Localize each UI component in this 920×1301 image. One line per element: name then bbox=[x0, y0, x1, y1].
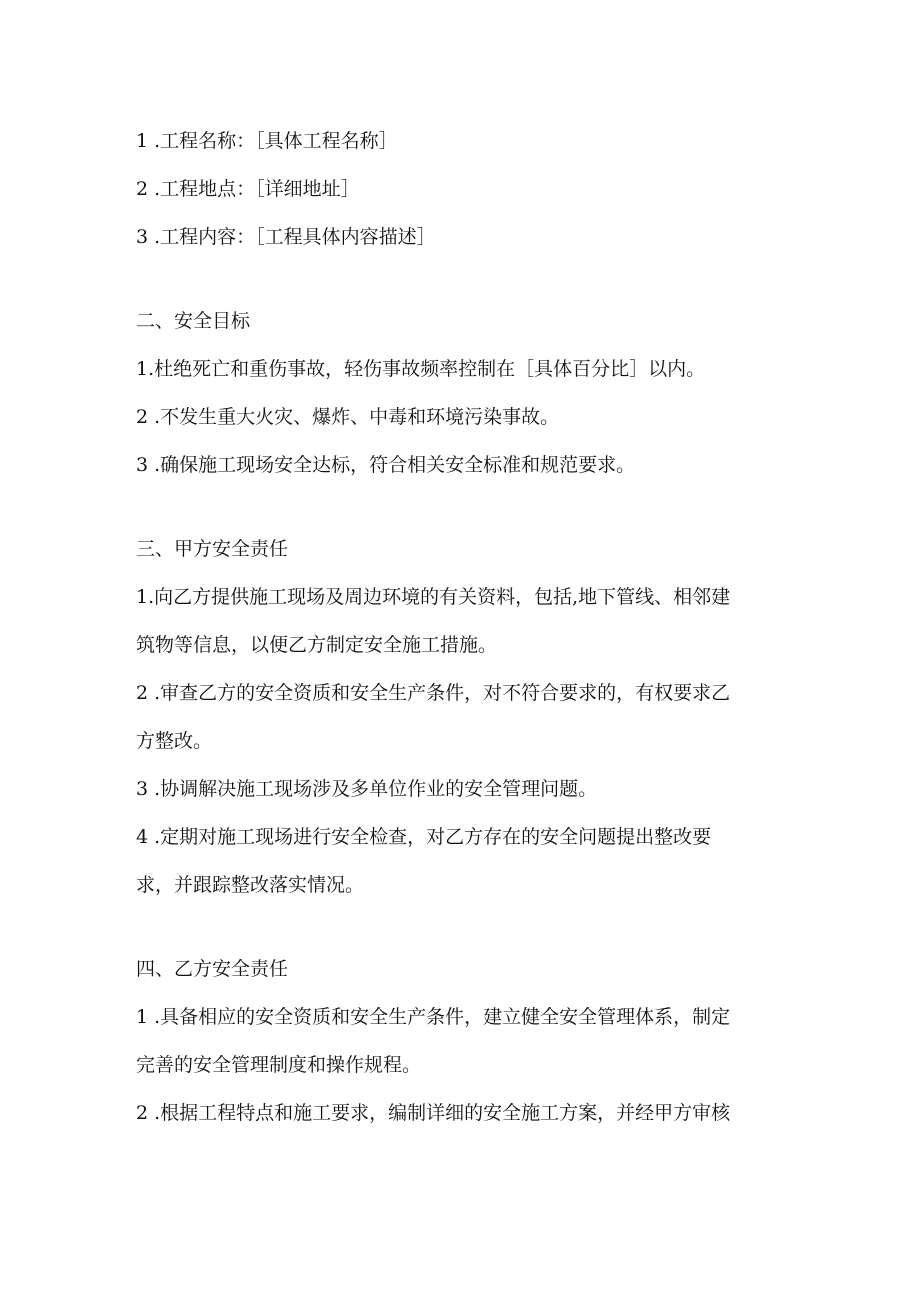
party-b-item-line: 2 .根据工程特点和施工要求，编制详细的安全施工方案，并经甲方审核 bbox=[136, 1102, 731, 1124]
party-a-item bbox=[136, 772, 776, 806]
party-a-item-line: 1.向乙方提供施工现场及周边环境的有关资料，包括,地下管线、相邻建 bbox=[136, 586, 731, 608]
safety-goal-item: 1.杜绝死亡和重伤事故，轻伤事故频率控制在［具体百分比］以内。 bbox=[136, 358, 706, 380]
party-a-item-line: 2 .审查乙方的安全资质和安全生产条件，对不符合要求的，有权要求乙 bbox=[136, 682, 731, 704]
document-page bbox=[136, 124, 776, 1130]
party-a-item-line: 4 .定期对施工现场进行安全检查，对乙方存在的安全问题提出整改要 bbox=[136, 826, 712, 848]
safety-goal-item: 2 .不发生重大火灾、爆炸、中毒和环境污染事故。 bbox=[136, 406, 560, 428]
section-heading-party-a: 三、甲方安全责任 bbox=[136, 538, 289, 560]
party-b-item-line: 完善的安全管理制度和操作规程。 bbox=[136, 1054, 422, 1076]
safety-goal-item: 3 .确保施工现场安全达标，符合相关安全标准和规范要求。 bbox=[136, 454, 636, 476]
party-b-item-line: 1 .具备相应的安全资质和安全生产条件，建立健全安全管理体系，制定 bbox=[136, 1006, 731, 1028]
project-content-line: 3 .工程内容：［工程具体内容描述］ bbox=[136, 226, 436, 248]
party-b-item bbox=[136, 1000, 776, 1082]
party-a-item-line: 求，并跟踪整改落实情况。 bbox=[136, 874, 365, 896]
party-a-item bbox=[136, 676, 776, 758]
party-a-item-line: 方整改。 bbox=[136, 730, 213, 752]
party-a-item-line: 筑物等信息，以便乙方制定安全施工措施。 bbox=[136, 634, 498, 656]
project-name-line: 1 .工程名称：［具体工程名称］ bbox=[136, 130, 398, 152]
project-location-line: 2 .工程地点：［详细地址］ bbox=[136, 178, 360, 200]
party-a-item-line: 3 .协调解决施工现场涉及多单位作业的安全管理问题。 bbox=[136, 778, 598, 800]
section-heading-safety-goals: 二、安全目标 bbox=[136, 310, 251, 332]
party-a-item bbox=[136, 580, 776, 662]
party-b-item bbox=[136, 1096, 776, 1130]
section-heading-party-b: 四、乙方安全责任 bbox=[136, 958, 289, 980]
party-a-item bbox=[136, 820, 776, 902]
